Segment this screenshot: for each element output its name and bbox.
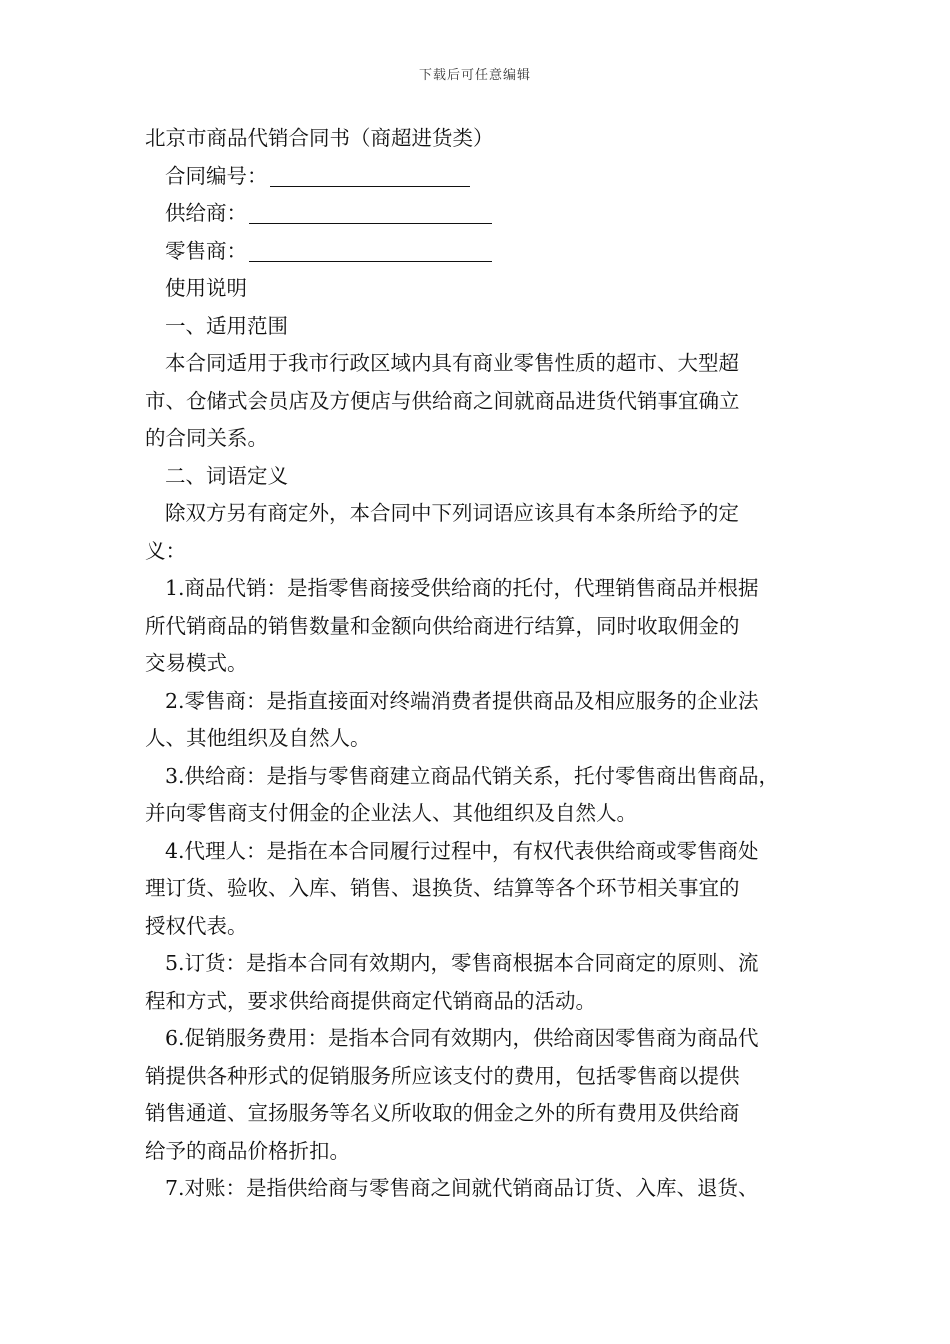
supplier-row	[145, 195, 815, 233]
paragraph-line: 的合同关系。	[145, 426, 268, 450]
paragraph-line: 授权代表。	[145, 913, 248, 938]
paragraph-line: 3.供给商：是指与零售商建立商品代销关系，托付零售商出售商品，	[165, 763, 780, 788]
definition-5	[145, 945, 815, 1020]
contract-number-field[interactable]	[270, 160, 470, 187]
paragraph-line: 5.订货：是指本合同有效期内，零售商根据本合同商定的原则、流	[165, 951, 759, 975]
paragraph-line: 1.商品代销：是指零售商接受供给商的托付，代理销售商品并根据	[165, 576, 759, 600]
supplier-field[interactable]	[249, 197, 492, 224]
paragraph-line: 7.对账：是指供给商与零售商之间就代销商品订货、入库、退货、	[165, 1176, 759, 1200]
paragraph-line: 所代销商品的销售数量和金额向供给商进行结算，同时收取佣金的	[145, 613, 740, 638]
paragraph-line: 6.促销服务费用：是指本合同有效期内，供给商因零售商为商品代	[165, 1026, 759, 1050]
paragraph-line: 人、其他组织及自然人。	[145, 726, 371, 750]
paragraph-line: 给予的商品价格折扣。	[145, 1138, 350, 1163]
paragraph-line: 本合同适用于我市行政区域内具有商业零售性质的超市、大型超	[165, 351, 739, 375]
paragraph-line: 4.代理人：是指在本合同履行过程中，有权代表供给商或零售商处	[165, 838, 759, 863]
paragraph-line: 2.零售商：是指直接面对终端消费者提供商品及相应服务的企业法	[165, 688, 759, 713]
paragraph-line: 程和方式，要求供给商提供商定代销商品的活动。	[145, 988, 596, 1013]
contract-number-label: 合同编号：	[165, 163, 268, 188]
retailer-row	[145, 233, 815, 271]
paragraph-line: 义：	[145, 538, 186, 563]
retailer-label: 零售商：	[165, 238, 247, 263]
definition-1	[145, 570, 815, 683]
page-header-note: 下载后可任意编辑	[418, 68, 531, 83]
document-body	[145, 120, 815, 1208]
definition-6	[145, 1020, 815, 1170]
definition-3	[145, 758, 815, 833]
paragraph-line: 交易模式。	[145, 651, 248, 675]
contract-number-row	[145, 158, 815, 196]
usage-heading: 使用说明	[165, 276, 247, 300]
section-2-heading: 二、词语定义	[165, 463, 288, 488]
paragraph-line: 销售通道、宣扬服务等名义所收取的佣金之外的所有费用及供给商	[145, 1101, 740, 1125]
section-1-paragraph	[145, 345, 815, 458]
document-title: 北京市商品代销合同书（商超进货类）	[145, 126, 494, 150]
definition-2	[145, 683, 815, 758]
section-1-heading: 一、适用范围	[165, 313, 288, 338]
paragraph-line: 理订货、验收、入库、销售、退换货、结算等各个环节相关事宜的	[145, 876, 740, 900]
supplier-label: 供给商：	[165, 201, 247, 225]
paragraph-line: 并向零售商支付佣金的企业法人、其他组织及自然人。	[145, 801, 637, 825]
paragraph-line: 市、仓储式会员店及方便店与供给商之间就商品进货代销事宜确立	[145, 388, 740, 413]
section-2-intro	[145, 495, 815, 570]
retailer-field[interactable]	[249, 235, 492, 262]
paragraph-line: 除双方另有商定外，本合同中下列词语应该具有本条所给予的定	[165, 501, 739, 525]
definition-4	[145, 833, 815, 946]
paragraph-line: 销提供各种形式的促销服务所应该支付的费用，包括零售商以提供	[145, 1063, 740, 1088]
definition-7	[145, 1170, 815, 1208]
